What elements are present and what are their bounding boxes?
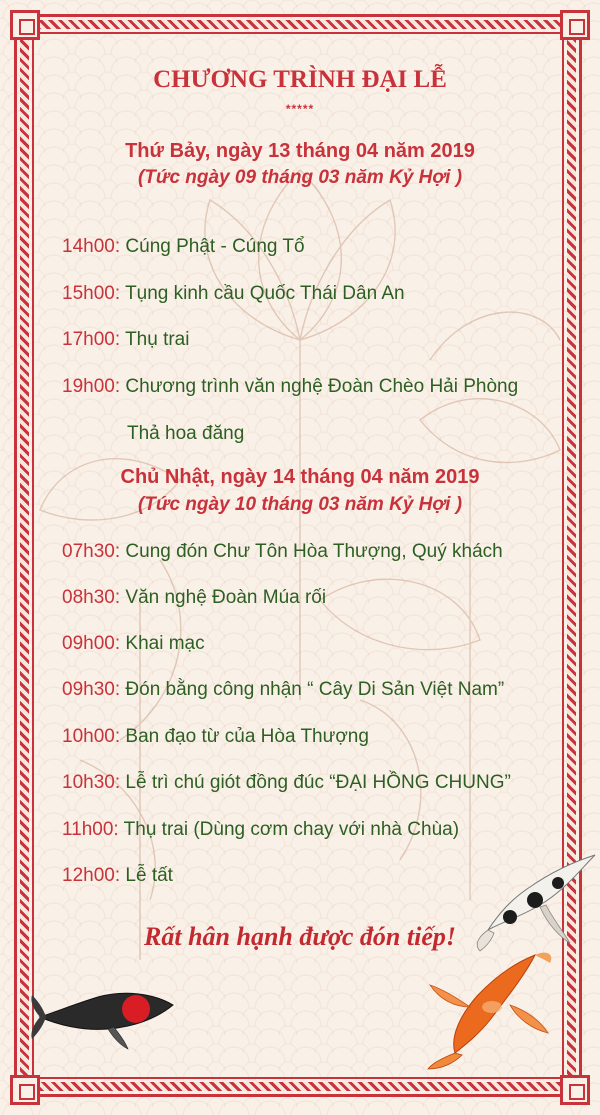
schedule-time: 09h30: bbox=[62, 679, 121, 700]
schedule-item bbox=[62, 541, 503, 563]
schedule-text: Thụ trai bbox=[125, 329, 190, 350]
schedule-time: 10h30: bbox=[62, 772, 121, 793]
schedule-item bbox=[62, 819, 459, 841]
schedule-item bbox=[62, 865, 173, 887]
schedule-item-continuation bbox=[127, 423, 244, 445]
schedule-item bbox=[62, 772, 511, 794]
frame-corner-bottom-right bbox=[560, 1075, 590, 1105]
schedule-text: Ban đạo từ của Hòa Thượng bbox=[125, 726, 369, 747]
program-title: CHƯƠNG TRÌNH ĐẠI LỄ bbox=[153, 66, 447, 93]
schedule-item bbox=[62, 633, 205, 655]
schedule-text: Lễ trì chú giót đồng đúc “ĐẠI HỒNG CHUNG” bbox=[125, 772, 511, 793]
schedule-item bbox=[62, 726, 369, 748]
schedule-text: Cúng Phật - Cúng Tổ bbox=[125, 236, 305, 257]
schedule-text: Tụng kinh cầu Quốc Thái Dân An bbox=[125, 283, 405, 304]
schedule-text: Khai mạc bbox=[125, 633, 205, 654]
koi-fish-black-red-icon bbox=[28, 975, 178, 1055]
schedule-item bbox=[62, 329, 189, 351]
schedule-item bbox=[62, 376, 518, 398]
schedule-text: Văn nghệ Đoàn Múa rối bbox=[125, 587, 327, 608]
schedule-time: 10h00: bbox=[62, 726, 121, 747]
day1-lunar-date: (Tức ngày 09 tháng 03 năm Kỷ Hợi ) bbox=[137, 167, 463, 188]
schedule-time: 17h00: bbox=[62, 329, 121, 350]
title-stars: ***** bbox=[285, 102, 315, 116]
schedule-text: Thả hoa đăng bbox=[127, 423, 245, 444]
day2-heading: Chủ Nhật, ngày 14 tháng 04 năm 2019 bbox=[120, 466, 480, 488]
schedule-time: 14h00: bbox=[62, 236, 121, 257]
closing-greeting: Rất hân hạnh được đón tiếp! bbox=[144, 922, 456, 951]
schedule-time: 11h00: bbox=[62, 819, 119, 840]
schedule-text: Cung đón Chư Tôn Hòa Thượng, Quý khách bbox=[125, 541, 503, 562]
schedule-time: 12h00: bbox=[62, 865, 121, 886]
schedule-text: Thụ trai (Dùng cơm chay với nhà Chùa) bbox=[123, 819, 460, 840]
schedule-item bbox=[62, 236, 305, 258]
koi-fish-white-black-icon bbox=[470, 845, 600, 955]
frame-corner-top-right bbox=[560, 10, 590, 40]
frame-corner-top-left bbox=[10, 10, 40, 40]
day1-heading: Thứ Bảy, ngày 13 tháng 04 năm 2019 bbox=[125, 140, 475, 162]
schedule-time: 19h00: bbox=[62, 376, 121, 397]
schedule-text: Chương trình văn nghệ Đoàn Chèo Hải Phòng bbox=[125, 376, 519, 397]
schedule-text: Đón bằng công nhận “ Cây Di Sản Việt Nam” bbox=[125, 679, 505, 700]
schedule-time: 08h30: bbox=[62, 587, 121, 608]
schedule-item bbox=[62, 283, 405, 305]
schedule-text: Lễ tất bbox=[125, 865, 173, 886]
schedule-time: 09h00: bbox=[62, 633, 121, 654]
schedule-item bbox=[62, 679, 504, 701]
day2-lunar-date: (Tức ngày 10 tháng 03 năm Kỷ Hợi ) bbox=[137, 494, 463, 515]
frame-corner-bottom-left bbox=[10, 1075, 40, 1105]
schedule-time: 15h00: bbox=[62, 283, 121, 304]
koi-fish-orange-icon bbox=[420, 945, 560, 1070]
schedule-item bbox=[62, 587, 326, 609]
schedule-time: 07h30: bbox=[62, 541, 121, 562]
